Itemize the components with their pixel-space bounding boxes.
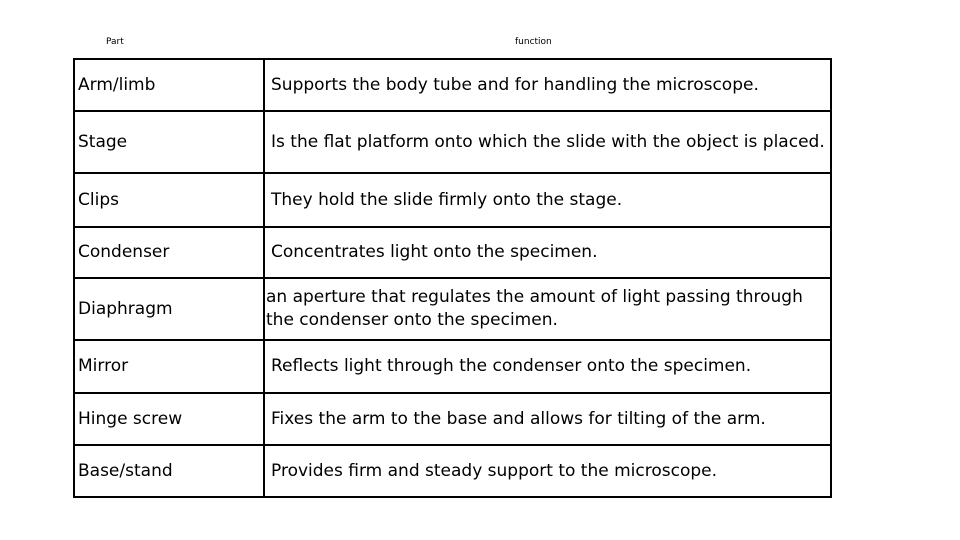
table-row [74,278,831,340]
function-cell: Reflects light through the condenser onto the specimen. [264,340,831,393]
microscope-parts-table [73,58,832,498]
function-column-header: function [515,37,552,47]
part-column-header: Part [106,37,124,47]
table-row [74,111,831,173]
part-cell: Stage [74,111,264,173]
part-cell: Base/stand [74,445,264,497]
function-cell: Fixes the arm to the base and allows for tilting of the arm. [264,393,831,445]
part-cell: Mirror [74,340,264,393]
table-row [74,173,831,227]
function-cell: Provides firm and steady support to the microscope. [264,445,831,497]
table-row [74,227,831,278]
table-row [74,393,831,445]
table-row [74,59,831,111]
function-cell: an aperture that regulates the amount of light passing through the condenser onto the specimen. [264,278,831,340]
part-cell: Hinge screw [74,393,264,445]
part-cell: Arm/limb [74,59,264,111]
part-cell: Clips [74,173,264,227]
function-cell: Is the flat platform onto which the slide with the object is placed. [264,111,831,173]
function-cell: Supports the body tube and for handling the microscope. [264,59,831,111]
table-row [74,340,831,393]
table-row [74,445,831,497]
function-cell: They hold the slide firmly onto the stage. [264,173,831,227]
function-cell: Concentrates light onto the specimen. [264,227,831,278]
part-cell: Condenser [74,227,264,278]
part-cell: Diaphragm [74,278,264,340]
